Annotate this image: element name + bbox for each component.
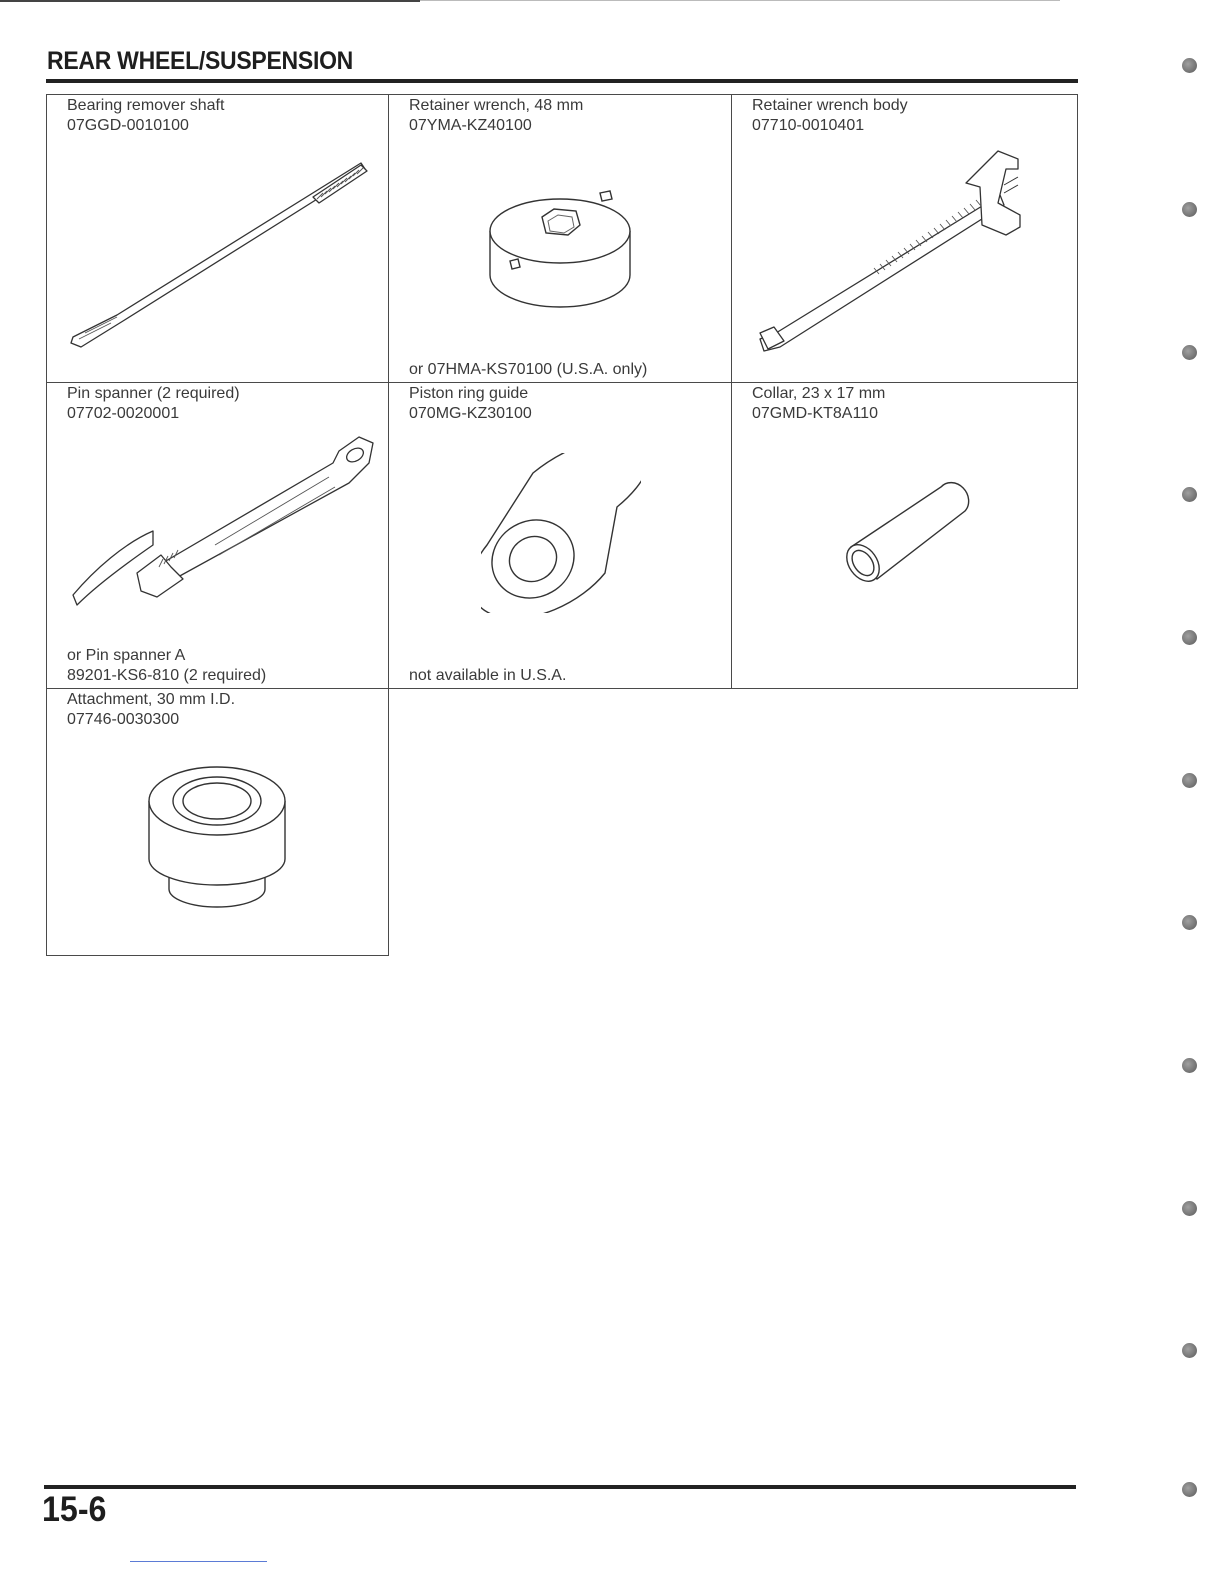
tool-name: Pin spanner (2 required): [67, 385, 240, 402]
tool-cell-retainer-wrench-body: [731, 94, 1078, 383]
tool-cell-collar: [731, 382, 1078, 689]
retainer-wrench-body-icon: [754, 143, 1054, 363]
binder-bullet: [1182, 58, 1197, 73]
tool-part-number: 07746-0030300: [67, 711, 180, 728]
tool-note: or 07HMA-KS70100 (U.S.A. only): [409, 361, 648, 378]
tool-name: Retainer wrench body: [752, 97, 908, 114]
tool-name: Collar, 23 x 17 mm: [752, 385, 886, 402]
tool-part-number: 07GMD-KT8A110: [752, 405, 878, 422]
tool-cell-attachment: [46, 688, 389, 956]
tool-name: Attachment, 30 mm I.D.: [67, 691, 236, 708]
tool-note: 89201-KS6-810 (2 required): [67, 667, 267, 684]
binder-bullet: [1182, 915, 1197, 930]
empty-cell: [731, 688, 1078, 956]
footer-link-line: [130, 1561, 267, 1562]
tool-cell-pin-spanner: [46, 382, 389, 689]
binder-bullet: [1182, 1201, 1197, 1216]
tool-part-number: 07GGD-0010100: [67, 117, 189, 134]
title-rule: [46, 79, 1078, 83]
binder-bullet: [1182, 1482, 1197, 1497]
binder-bullet: [1182, 487, 1197, 502]
tool-name: Retainer wrench, 48 mm: [409, 97, 584, 114]
bottom-rule: [44, 1485, 1076, 1489]
empty-cell: [388, 688, 732, 956]
binder-bullet: [1182, 1058, 1197, 1073]
retainer-wrench-icon: [484, 187, 644, 317]
tool-cell-piston-ring-guide: [388, 382, 732, 689]
tool-part-number: 07YMA-KZ40100: [409, 117, 532, 134]
binder-bullet: [1182, 773, 1197, 788]
special-tools-table: [46, 94, 1077, 955]
tool-name: Piston ring guide: [409, 385, 529, 402]
tool-note: or Pin spanner A: [67, 647, 186, 664]
attachment-icon: [145, 761, 295, 911]
piston-ring-guide-icon: [481, 453, 641, 613]
tool-name: Bearing remover shaft: [67, 97, 225, 114]
tool-part-number: 07702-0020001: [67, 405, 180, 422]
binder-bullet: [1182, 630, 1197, 645]
tool-note: not available in U.S.A.: [409, 667, 567, 684]
tool-part-number: 070MG-KZ30100: [409, 405, 532, 422]
collar-icon: [837, 481, 977, 591]
binder-bullet: [1182, 345, 1197, 360]
tool-part-number: 07710-0010401: [752, 117, 865, 134]
bearing-remover-shaft-icon: [65, 157, 385, 357]
top-rule: [0, 0, 1224, 3]
pin-spanner-icon: [67, 433, 377, 623]
tool-cell-bearing-remover-shaft: [46, 94, 389, 383]
binder-bullet: [1182, 202, 1197, 217]
binder-bullet: [1182, 1343, 1197, 1358]
page-number: 15-6: [42, 1490, 107, 1529]
tool-cell-retainer-wrench: [388, 94, 732, 383]
section-title: REAR WHEEL/SUSPENSION: [47, 47, 354, 75]
